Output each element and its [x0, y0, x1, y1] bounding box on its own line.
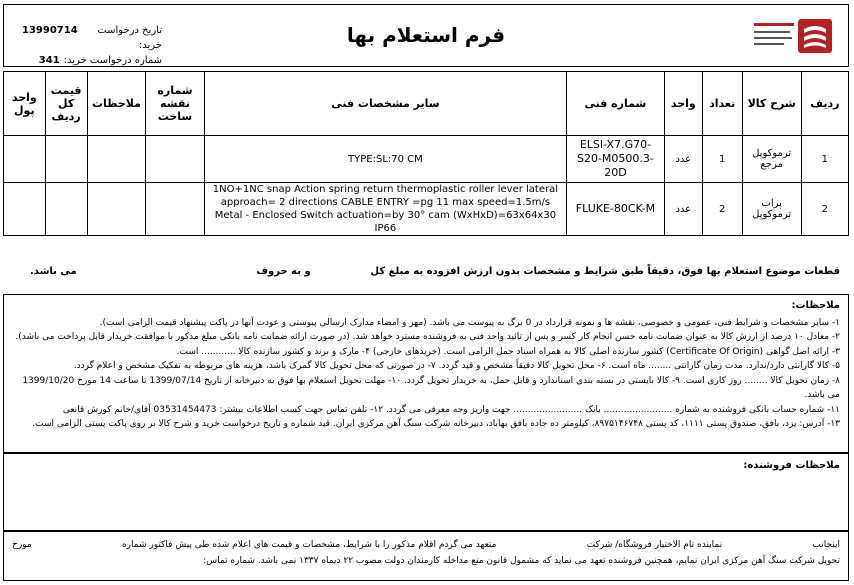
note-item: ۲- معادل ۱۰ درصد از ارزش کالا به عنوان ضمانت نامه حسن انجام کار کسر و پس از تائید واحد فنی به فروشنده مسترد خواهد شد. (در صورت ارائه ضمانت نامه بانکی مبلغ مذکور با موافقت خریدار قابل پرداخت می باشد).: [15, 332, 840, 342]
summary-text: قطعات موضوع استعلام بها فوق، دقیقاً طبق شرایط و مشخصات بدون ارزش افزوده به مبلغ کل: [370, 266, 840, 277]
note-item: ۸- زمان تحویل کالا ........ روز کاری است. ۹- کالا بایستی در بسته بندی استاندارد و قابل حمل، به خریدار تحویل گردد. ۱۰- مهلت تحویل استعلام بها فوق به دبیرخانه از تاریخ 1399/07/14 تا ساعت 14 مورخ 1399/10/20 می باشد.: [22, 375, 840, 400]
notes-section: [3, 294, 849, 453]
company-logo: [750, 15, 838, 59]
row-unit: عدد: [664, 136, 702, 183]
footer-i: اینجانب: [812, 540, 840, 550]
row-index: 1: [801, 136, 848, 183]
row-total-price[interactable]: [45, 136, 87, 183]
col-total-price: قیمت کل ردیف: [45, 72, 87, 136]
table-header-row: [4, 72, 849, 136]
col-spec: سایر مشخصات فنی: [204, 72, 566, 136]
table-row: [4, 136, 849, 183]
footer-date: مورخ: [12, 540, 32, 550]
request-number-row: [22, 53, 162, 68]
note-item: ۱- سایر مشخصات و شرایط فنی، عمومی و خصوصی، نقشه ها و نمونه قرارداد در 0 برگ به پیوست می باشد. (مهر و امضاء مدارک ارسالی پیوستی و عودت آنها در پاکت پیشنهاد قیمت الزامی است).: [99, 317, 840, 328]
request-date-value: 13990714: [22, 25, 78, 36]
items-table: [3, 71, 849, 236]
row-tech-number: FLUKE-80CK-M: [567, 183, 665, 236]
row-drawing-number: [146, 183, 205, 236]
col-tech-number: شماره فنی: [567, 72, 665, 136]
col-index: ردیف: [801, 72, 848, 136]
table-row: [4, 183, 849, 236]
row-currency[interactable]: [4, 136, 46, 183]
row-quantity: 2: [702, 183, 742, 236]
footer-commitment: [3, 531, 849, 581]
footer-representative: نماینده تام الاختیار فروشگاه/ شرکت: [586, 540, 723, 550]
total-summary: [30, 266, 840, 277]
col-quantity: تعداد: [702, 72, 742, 136]
form-header: [3, 4, 849, 67]
request-number-value: 341: [38, 55, 60, 66]
row-notes: [87, 183, 145, 236]
col-notes: ملاحظات: [87, 72, 145, 136]
request-date-label: تاریخ درخواست خرید:: [97, 25, 162, 51]
footer-line-1: [12, 537, 840, 553]
col-unit: واحد: [664, 72, 702, 136]
col-drawing-number: شماره نقشه ساخت: [146, 72, 205, 136]
row-quantity: 1: [702, 136, 742, 183]
footer-commit: متعهد می گردم اقلام مذکور را با شرایط، مشخصات و قیمت های اعلام شده طی پیش فاکتور شماره: [121, 540, 497, 550]
seller-notes-label: ملاحظات فروشنده:: [743, 460, 840, 471]
notes-title: ملاحظات:: [791, 300, 840, 311]
request-number-label: شماره درخواست خرید:: [63, 55, 162, 66]
row-unit: عدد: [664, 183, 702, 236]
form-title: فرم استعلام بها: [346, 23, 506, 47]
row-currency[interactable]: [4, 183, 46, 236]
note-item: ۱۳- آدرس: یزد، بافق، صندوق پستی ۱۱۱۱، کد پستی ۸۹۷۵۱۴۶۷۴۸، کیلومتر ده جاده بافق بهاباد، دبیرخانه شرکت سنگ آهن مرکزی ایران. قید شماره و تاریخ درخواست خرید و شرح کالا بر روی پاکت پستی الزامی است.: [32, 419, 840, 429]
row-tech-number: ELSI-X7.G70-S20-M0500.3-20D: [567, 136, 665, 183]
note-item: ۱۱- شماره حساب بانکی فروشنده به شماره ........................ بانک ........................ جهت واریز وجه معرفی می گردد. ۱۲- تلفن تماس جهت کسب اطلاعات بیشتر: 03531454473 آقای/خانم کورش قانعی: [62, 404, 840, 415]
footer-line-2: تحویل شرکت سنگ آهن مرکزی ایران نمایم، همچنین فروشنده تعهد می نماید که مشمول قانون منع مداخله کارمندان دولت مصوب ۲۲ دیماه ۱۳۳۷ نمی باشد. شماره تماس:: [203, 556, 840, 566]
row-spec: TYPE:SL:70 CM: [204, 136, 566, 183]
summary-end: می باشد.: [30, 266, 77, 277]
row-notes: [87, 136, 145, 183]
note-item: ۵- کالا گارانتی دارد/ندارد. مدت زمان گارانتی ........ ماه است. ۶- محل تحویل کالا دقیقاً مشخص و قید گردد. ۷- در صورتی که محل تحویل کالا گمرک باشد، هزینه های مربوطه به تفکیک مشخص و اعلام گردد.: [73, 361, 840, 371]
col-description: شرح کالا: [742, 72, 801, 136]
col-currency: واحد پول: [4, 72, 46, 136]
row-spec: 1NO+1NC snap Action spring return thermoplastic roller lever lateral approach= 2 directions CABLE ENTRY =pg 11 max speed=1.5m/s Metal - Enclosed Switch actuation=by 30° cam (WxHxD)=63x64x30 IP66: [204, 183, 566, 236]
row-total-price[interactable]: [45, 183, 87, 236]
summary-in-words: و به حروف: [256, 266, 311, 277]
row-description: ترموکوپل مرجع: [742, 136, 801, 183]
note-item: ۳- ارائه اصل گواهی (Certificate Of Origin) کشور سازنده اصلی کالا به همراه اسناد حمل الزامی است. (خریدهای خارجی) ۴- مارک و برند و کشور سازنده کالا ............ است.: [176, 346, 840, 357]
row-drawing-number: [146, 136, 205, 183]
row-description: پراب ترموکوپل: [742, 183, 801, 236]
row-index: 2: [801, 183, 848, 236]
seller-notes[interactable]: [3, 453, 849, 531]
